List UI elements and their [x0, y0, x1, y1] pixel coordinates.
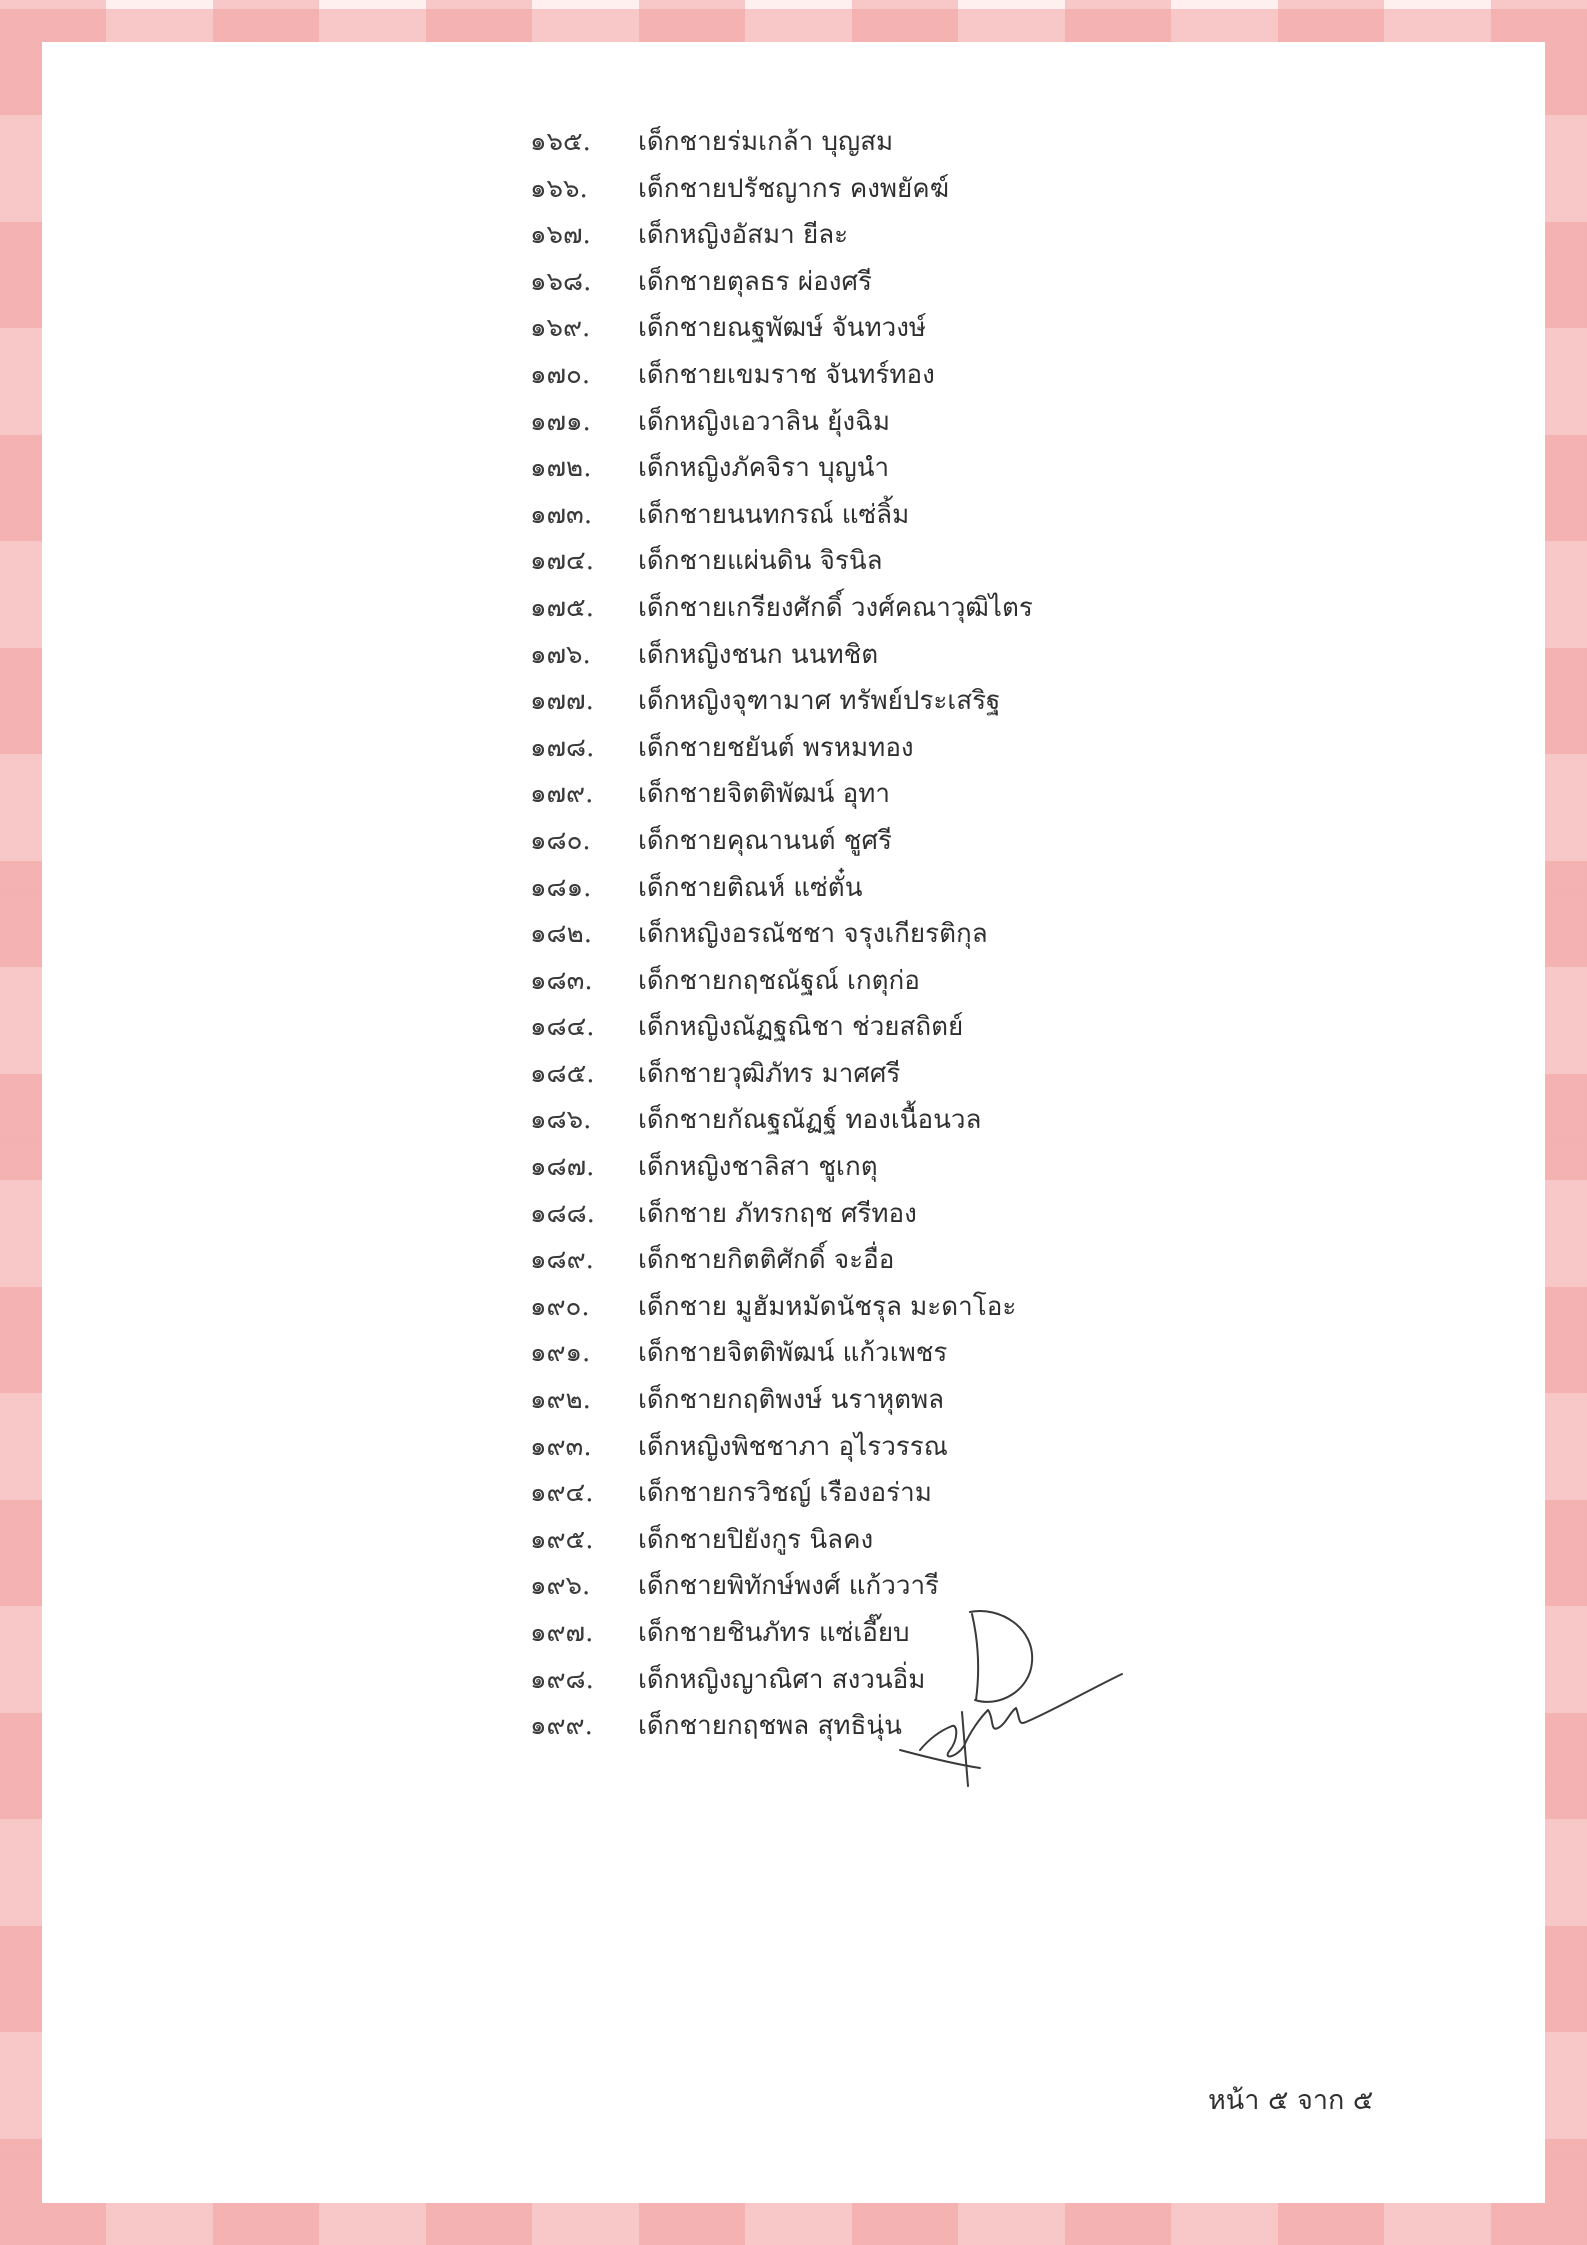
list-item	[530, 119, 1033, 166]
list-item	[530, 725, 1033, 772]
entry-number: ๑๖๖.	[530, 173, 588, 204]
entry-name: เด็กชายแผ่นดิน จิรนิล	[638, 546, 883, 577]
entry-name: เด็กหญิงพิชชาภา อุไรวรรณ	[638, 1431, 948, 1462]
list-item	[530, 1144, 1033, 1191]
entry-number: ๑๙๕.	[530, 1524, 594, 1555]
entry-name: เด็กหญิงญาณิศา สงวนอิ่ม	[638, 1664, 926, 1695]
list-item	[530, 865, 1033, 912]
entry-number: ๑๗๑.	[530, 406, 591, 437]
list-item	[530, 1191, 1033, 1238]
list-item	[530, 352, 1033, 399]
signature	[860, 1600, 1130, 1790]
list-item	[530, 585, 1033, 632]
entry-number: ๑๙๖.	[530, 1571, 591, 1602]
list-item	[530, 1517, 1033, 1564]
entry-name: เด็กหญิงอรณัชชา จรุงเกียรติกุล	[638, 919, 988, 950]
list-item	[530, 399, 1033, 446]
entry-name: เด็กหญิงณัฏฐณิชา ช่วยสถิตย์	[638, 1012, 964, 1043]
list-item	[530, 1424, 1033, 1471]
entry-number: ๑๙๘.	[530, 1664, 594, 1695]
entry-name: เด็กชายกิตติศักดิ์ จะอื่อ	[638, 1245, 895, 1276]
entry-name: เด็กชายคุณานนต์ ชูศรี	[638, 825, 892, 856]
entry-number: ๑๘๙.	[530, 1245, 594, 1276]
list-item	[530, 1004, 1033, 1051]
entry-name: เด็กชายติณห์ แซ่ตั๋น	[638, 872, 863, 903]
entry-number: ๑๘๔.	[530, 1012, 595, 1043]
entry-name: เด็กหญิงจุฑามาศ ทรัพย์ประเสริฐ	[638, 686, 1001, 717]
entry-name: เด็กชายกฤชพล สุทธินุ่น	[638, 1711, 902, 1742]
entry-number: ๑๘๖.	[530, 1105, 592, 1136]
entry-name: เด็กชาย ภัทรกฤช ศรีทอง	[638, 1198, 917, 1229]
entry-number: ๑๙๑.	[530, 1338, 591, 1369]
list-item	[530, 911, 1033, 958]
entry-name: เด็กชายชินภัทร แซ่เอี๊ยบ	[638, 1618, 910, 1648]
entry-name: เด็กชายเกรียงศักดิ์ วงศ์คณาวุฒิไตร	[638, 592, 1033, 623]
entry-number: ๑๗๐.	[530, 359, 591, 390]
entry-name: เด็กหญิงเอวาลิน ยุ้งฉิม	[638, 406, 890, 437]
list-item	[530, 1097, 1033, 1144]
list-item	[530, 678, 1033, 725]
entry-number: ๑๗๓.	[530, 499, 593, 530]
list-item	[530, 771, 1033, 818]
entry-number: ๑๙๒.	[530, 1385, 591, 1416]
entry-number: ๑๖๘.	[530, 266, 592, 297]
entry-name: เด็กชาย มูฮัมหมัดนัชรุล มะดาโอะ	[638, 1291, 1017, 1322]
entry-name: เด็กหญิงอัสมา ยีละ	[638, 220, 849, 251]
list-item	[530, 492, 1033, 539]
entry-number: ๑๘๕.	[530, 1058, 595, 1089]
entry-name: เด็กชายณฐพัฒษ์ จันทวงษ์	[638, 313, 927, 344]
entry-number: ๑๘๑.	[530, 872, 592, 903]
list-item	[530, 818, 1033, 865]
list-item	[530, 1051, 1033, 1098]
entry-name: เด็กชายปิยังกูร นิลคง	[638, 1524, 874, 1555]
entry-name: เด็กหญิงชนก นนทชิต	[638, 639, 879, 670]
entry-number: ๑๖๙.	[530, 313, 591, 344]
entry-name: เด็กชายกัณฐณัฏฐ์ ทองเนื้อนวล	[638, 1105, 982, 1136]
student-name-list	[530, 119, 1033, 1750]
entry-number: ๑๗๔.	[530, 546, 594, 577]
entry-number: ๑๖๗.	[530, 220, 591, 251]
entry-name: เด็กชายกฤติพงษ์ นราหุตพล	[638, 1385, 945, 1416]
list-item	[530, 1284, 1033, 1331]
list-item	[530, 166, 1033, 213]
entry-name: เด็กชายร่มเกล้า บุญสม	[638, 127, 894, 157]
entry-number: ๑๘๗.	[530, 1152, 595, 1183]
entry-name: เด็กหญิงชาลิสา ชูเกตุ	[638, 1152, 878, 1183]
list-item	[530, 212, 1033, 259]
entry-name: เด็กชายตุลธร ผ่องศรี	[638, 266, 872, 297]
entry-number: ๑๗๖.	[530, 639, 591, 670]
entry-name: เด็กชายชยันต์ พรหมทอง	[638, 732, 914, 763]
entry-number: ๑๙๔.	[530, 1478, 594, 1509]
entry-name: เด็กชายกรวิชญ์ เรืองอร่าม	[638, 1478, 932, 1509]
page-number: หน้า ๕ จาก ๕	[1208, 2085, 1374, 2116]
entry-name: เด็กชายปรัชญากร คงพยัคฆ์	[638, 173, 949, 204]
entry-name: เด็กชายจิตติพัฒน์ อุทา	[638, 779, 891, 810]
entry-name: เด็กชายวุฒิภัทร มาศศรี	[638, 1058, 901, 1089]
list-item	[530, 538, 1033, 585]
list-item	[530, 1470, 1033, 1517]
entry-name: เด็กชายกฤชณัฐณ์ เกตุก่อ	[638, 965, 920, 996]
list-item	[530, 1330, 1033, 1377]
entry-number: ๑๗๕.	[530, 592, 594, 623]
entry-number: ๑๙๙.	[530, 1711, 593, 1742]
list-item	[530, 1377, 1033, 1424]
entry-number: ๑๗๒.	[530, 453, 592, 484]
list-item	[530, 445, 1033, 492]
entry-name: เด็กชายนนทกรณ์ แซ่ลิ้ม	[638, 499, 910, 530]
entry-number: ๑๙๗.	[530, 1618, 594, 1648]
entry-name: เด็กชายเขมราช จันทร์ทอง	[638, 359, 935, 390]
entry-number: ๑๘๒.	[530, 919, 592, 950]
entry-number: ๑๙๐.	[530, 1291, 590, 1322]
entry-number: ๑๘๘.	[530, 1198, 595, 1229]
list-item	[530, 958, 1033, 1005]
list-item	[530, 305, 1033, 352]
entry-number: ๑๙๓.	[530, 1431, 592, 1462]
entry-name: เด็กชายจิตติพัฒน์ แก้วเพชร	[638, 1338, 948, 1369]
entry-number: ๑๗๙.	[530, 779, 594, 810]
entry-number: ๑๗๘.	[530, 732, 595, 763]
entry-number: ๑๗๗.	[530, 686, 594, 717]
entry-number: ๑๘๓.	[530, 965, 593, 996]
list-item	[530, 1237, 1033, 1284]
list-item	[530, 632, 1033, 679]
list-item	[530, 259, 1033, 306]
entry-number: ๑๖๕.	[530, 127, 591, 157]
entry-name: เด็กหญิงภัคจิรา บุญนำ	[638, 453, 890, 484]
entry-name: เด็กชายพิทักษ์พงศ์ แก้ววารี	[638, 1571, 940, 1602]
entry-number: ๑๘๐.	[530, 825, 591, 856]
